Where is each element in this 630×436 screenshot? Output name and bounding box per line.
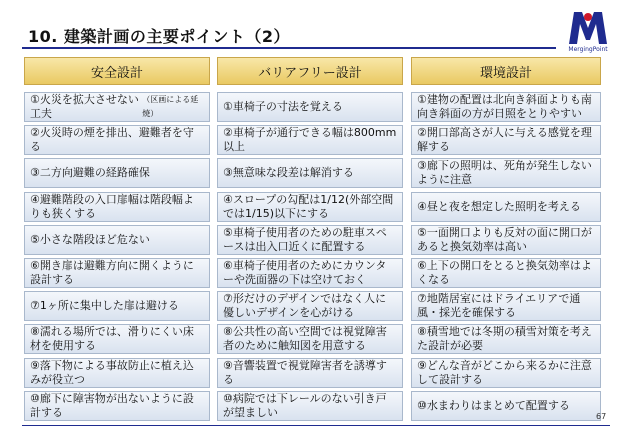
point-text: ⑩病院では下レールのない引き戸が望ましい [223, 391, 387, 419]
point-text: ⑦1ヶ所に集中した扉は避ける [30, 299, 179, 313]
point-text: ①建物の配置は北向き斜面よりも南向き斜面の方が日照をとりやすい [417, 93, 592, 120]
point-cell-r5-c2 [217, 225, 403, 255]
point-cell-r8-c3 [411, 324, 601, 354]
point-text: ⑥開き扉は避難方向に開くように設計する [30, 259, 194, 286]
point-cell-r10-c1 [24, 391, 210, 421]
point-text: ⑤車椅子使用者のための駐車スペースは出入口近くに配置する [223, 225, 387, 253]
point-cell-r8-c2 [217, 324, 403, 354]
point-cell-r5-c1 [24, 225, 210, 255]
point-text: ⑧公共性の高い空間では視覚障害者のために触知図を用意する [223, 325, 387, 353]
point-cell-r7-c3 [411, 291, 601, 321]
point-cell-r4-c2 [217, 192, 403, 222]
point-cell-r9-c1 [24, 358, 210, 388]
point-cell-r5-c3 [411, 225, 601, 255]
column-header-2: バリアフリー設計 [217, 57, 403, 85]
point-cell-r3-c2 [217, 158, 403, 188]
page-title: 10. 建築計画の主要ポイント（2） [28, 27, 291, 46]
point-text: ②開口部高さが人に与える感覚を理解する [417, 126, 592, 154]
point-cell-r6-c3 [411, 258, 601, 288]
point-text: ③無意味な段差は解消する [223, 166, 354, 180]
point-text: ⑦地階居室にはドライエリアで通風・採光を確保する [417, 292, 581, 320]
point-text: ⑤小さな階段ほど危ない [30, 232, 150, 246]
point-cell-r10-c2 [217, 391, 403, 421]
point-cell-r2-c2 [217, 125, 403, 155]
point-cell-r9-c2 [217, 358, 403, 388]
point-cell-r4-c3 [411, 192, 601, 222]
point-text: ④昼と夜を想定した照明を考える [417, 199, 581, 213]
point-note: （区画による延焼） [142, 95, 199, 118]
page-number: 67 [596, 412, 607, 421]
column-header-1: 安全設計 [24, 57, 210, 85]
point-text: ⑧積雪地では冬期の積雪対策を考えた設計が必要 [417, 325, 592, 353]
point-text: ②火災時の煙を排出、避難者を守る [30, 126, 194, 154]
point-text: ⑤一面開口よりも反対の面に開口があると換気効率は高い [417, 225, 592, 253]
point-cell-r7-c2 [217, 291, 403, 321]
point-text: ③廊下の照明は、死角が発生しないように注意 [417, 159, 592, 187]
point-cell-r1-c3 [411, 92, 601, 122]
point-cell-r2-c1 [24, 125, 210, 155]
point-text: ⑩水まわりはまとめて配置する [417, 398, 570, 412]
point-cell-r3-c1 [24, 158, 210, 188]
point-text: ②車椅子が通行できる幅は800mm以上 [223, 126, 397, 154]
point-cell-r2-c3 [411, 125, 601, 155]
point-text: ⑨落下物による事故防止に植え込みが役立つ [30, 358, 194, 386]
point-text: ④スロープの勾配は1/12(外部空間では1/15)以下にする [223, 192, 394, 220]
point-cell-r7-c1 [24, 291, 210, 321]
point-text: ⑦形だけのデザインではなく人に優しいデザインを心がける [223, 292, 387, 320]
footer-rule [22, 425, 610, 426]
point-cell-r6-c1 [24, 258, 210, 288]
point-cell-r9-c3 [411, 358, 601, 388]
title-underline [22, 47, 556, 49]
point-text: ⑩廊下に障害物が出ないように設計する [30, 391, 194, 419]
point-cell-r4-c1 [24, 192, 210, 222]
point-text: ④避難階段の入口扉幅は階段幅よりも狭くする [30, 192, 194, 220]
point-cell-r8-c1 [24, 324, 210, 354]
point-text: ⑥上下の開口をとると換気効率はよくなる [417, 259, 592, 286]
column-header-3: 環境設計 [411, 57, 601, 85]
point-text: ①車椅子の寸法を覚える [223, 100, 343, 113]
point-text: ⑧濡れる場所では、滑りにくい床材を使用する [30, 325, 194, 353]
point-text: ①火災を拡大させない工夫 [30, 93, 139, 120]
merging-point-logo [566, 8, 610, 46]
point-cell-r1-c1 [24, 92, 210, 122]
point-cell-r1-c2 [217, 92, 403, 122]
point-text: ⑥車椅子使用者のためにカウンターや洗面器の下は空けておく [223, 259, 387, 286]
point-cell-r3-c3 [411, 158, 601, 188]
point-text: ③二方向避難の経路確保 [30, 166, 150, 180]
point-cell-r10-c3 [411, 391, 601, 421]
point-text: ⑨音響装置で視覚障害者を誘導する [223, 358, 387, 386]
logo-wordmark: MergingPoint [568, 46, 608, 53]
point-text: ⑨どんな音がどこから来るかに注意して設計する [417, 358, 592, 386]
point-cell-r6-c2 [217, 258, 403, 288]
